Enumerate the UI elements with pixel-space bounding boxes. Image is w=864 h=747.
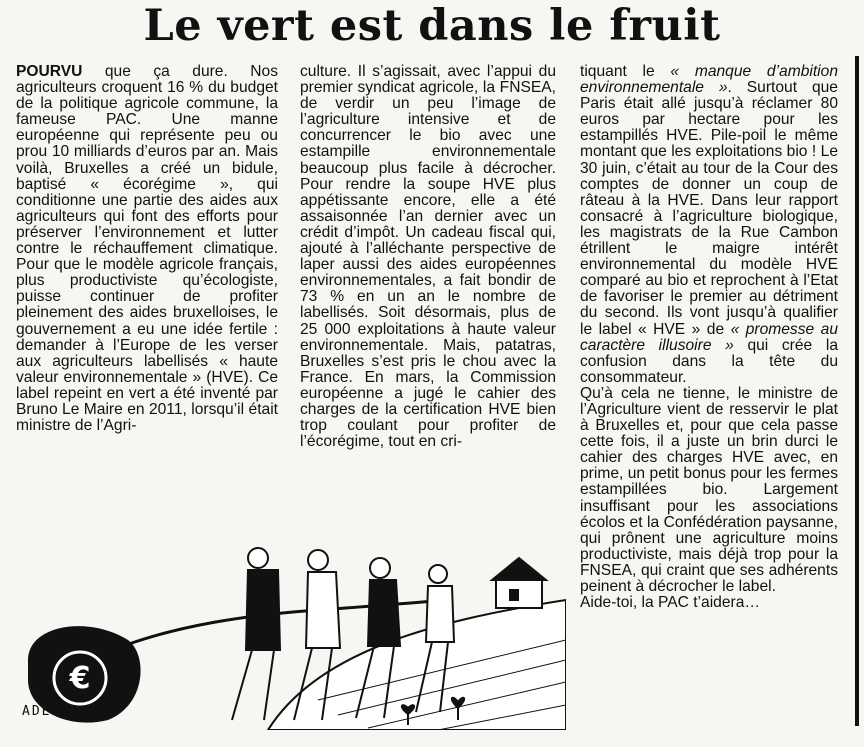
- paragraph: [16, 64, 278, 434]
- svg-text:€: €: [69, 661, 91, 696]
- text-run: qui crée la confusion dans la tête du consommateur.: [580, 336, 838, 386]
- farmhouse: [492, 558, 546, 608]
- column-rule: [855, 56, 859, 726]
- column-1-text: que ça dure. Nos agriculteurs croquent 16 % du budget de la politique agricole commune, la fameuse PAC. Une manne européenne qui représente peu ou prou 10 milliards d’euros par an. Mais voilà, Bruxelles a créé un bidule, baptisé « écorégime », qui conditionne une partie des aides aux agriculteurs qui font des efforts pour préserver l’environnement et lutter contre le réchauffement climatique. Pour que le modèle agricole français, plus productiviste qu’écologiste, puisse continuer de profiter pleinement des aides bruxelloises, le gouvernement a eu une idée fertile : demander à l’Europe de les verser aux agriculteurs labellisés « haute valeur environnementale » (HVE). Ce label repeint en vert a été inventé par Bruno Le Maire en 2011, lorsqu’il était ministre de l’Agri-: [16, 63, 278, 435]
- cartoon-illustration: [18, 530, 566, 730]
- paragraph: [580, 64, 838, 386]
- artist-signature: ADEUNA: [22, 704, 81, 719]
- article-headline: Le vert est dans le fruit: [143, 1, 721, 51]
- quote: « manque d’ambition environnementale »: [580, 63, 838, 97]
- paragraph: Qu’à cela ne tienne, le ministre de l’Agriculture vient de resservir le plat à Bruxelles et, pour que cela passe cette fois, il a juste un brin durci le cahier des charges HVE avec, en prime, un petit bonus pour les fermes estampillées bio. Largement insuffisant pour les associations écolos et la Confédération paysanne, qui prônent une agriculture moins productiviste, mais déjà trop pour la FNSEA, qui craint que ses adhérents peinent à décrocher le label.: [580, 384, 838, 595]
- article-column-1: [16, 64, 278, 434]
- quote: « promesse au caractère illusoire »: [580, 320, 838, 354]
- article-column-3: [580, 64, 838, 611]
- paragraph: culture. Il s’agissait, avec l’appui du premier syndicat agricole, la FNSEA, de verdir un peu l’image de l’agriculture intensive et de concurrencer le bio avec une estampille environnementale beaucoup plus facile à décrocher. Pour rendre la soupe HVE plus appétissante encore, elle a été assaisonnée l’an dernier avec un crédit d’impôt. Un cadeau fiscal qui, ajouté à l’alléchante perspective de laper aussi des aides européennes environnementales, a fait bondir de 73 % en un an le nombre de labellisés. Soit désormais, plus de 25 000 exploitations à haute valeur environnementale. Mais, patatras, Bruxelles s’est pris le chou avec la France. En mars, la Commission européenne a jugé le cahier des charges de la certification HVE bien trop coulant pour profiter de l’écorégime, tout en cri-: [300, 63, 556, 451]
- farmer-1: [232, 548, 280, 720]
- text-run: . Surtout que Paris était allé jusqu’à réclamer 80 euros par hectare pour les estampillés HVE. Pile-poil le même montant que les exploitations bio ! Le 30 juin, c’était au tour de la Cour des comptes de donner un coup de râteau à la HVE. Dans leur rapport consacré à l’agriculture biologique, les magistrats de la Rue Cambon étrillent le maigre intérêt environnemental du modèle HVE comparé au bio et reprochent à l’Etat de favoriser le premier au détriment du second. Ils vont jusqu’à qualifier le label « HVE » de: [580, 79, 838, 338]
- paragraph: Aide-toi, la PAC t’aidera…: [580, 594, 760, 612]
- article-column-2: [300, 64, 556, 450]
- text-run: tiquant le: [580, 63, 671, 80]
- lead-word: POURVU: [16, 63, 83, 80]
